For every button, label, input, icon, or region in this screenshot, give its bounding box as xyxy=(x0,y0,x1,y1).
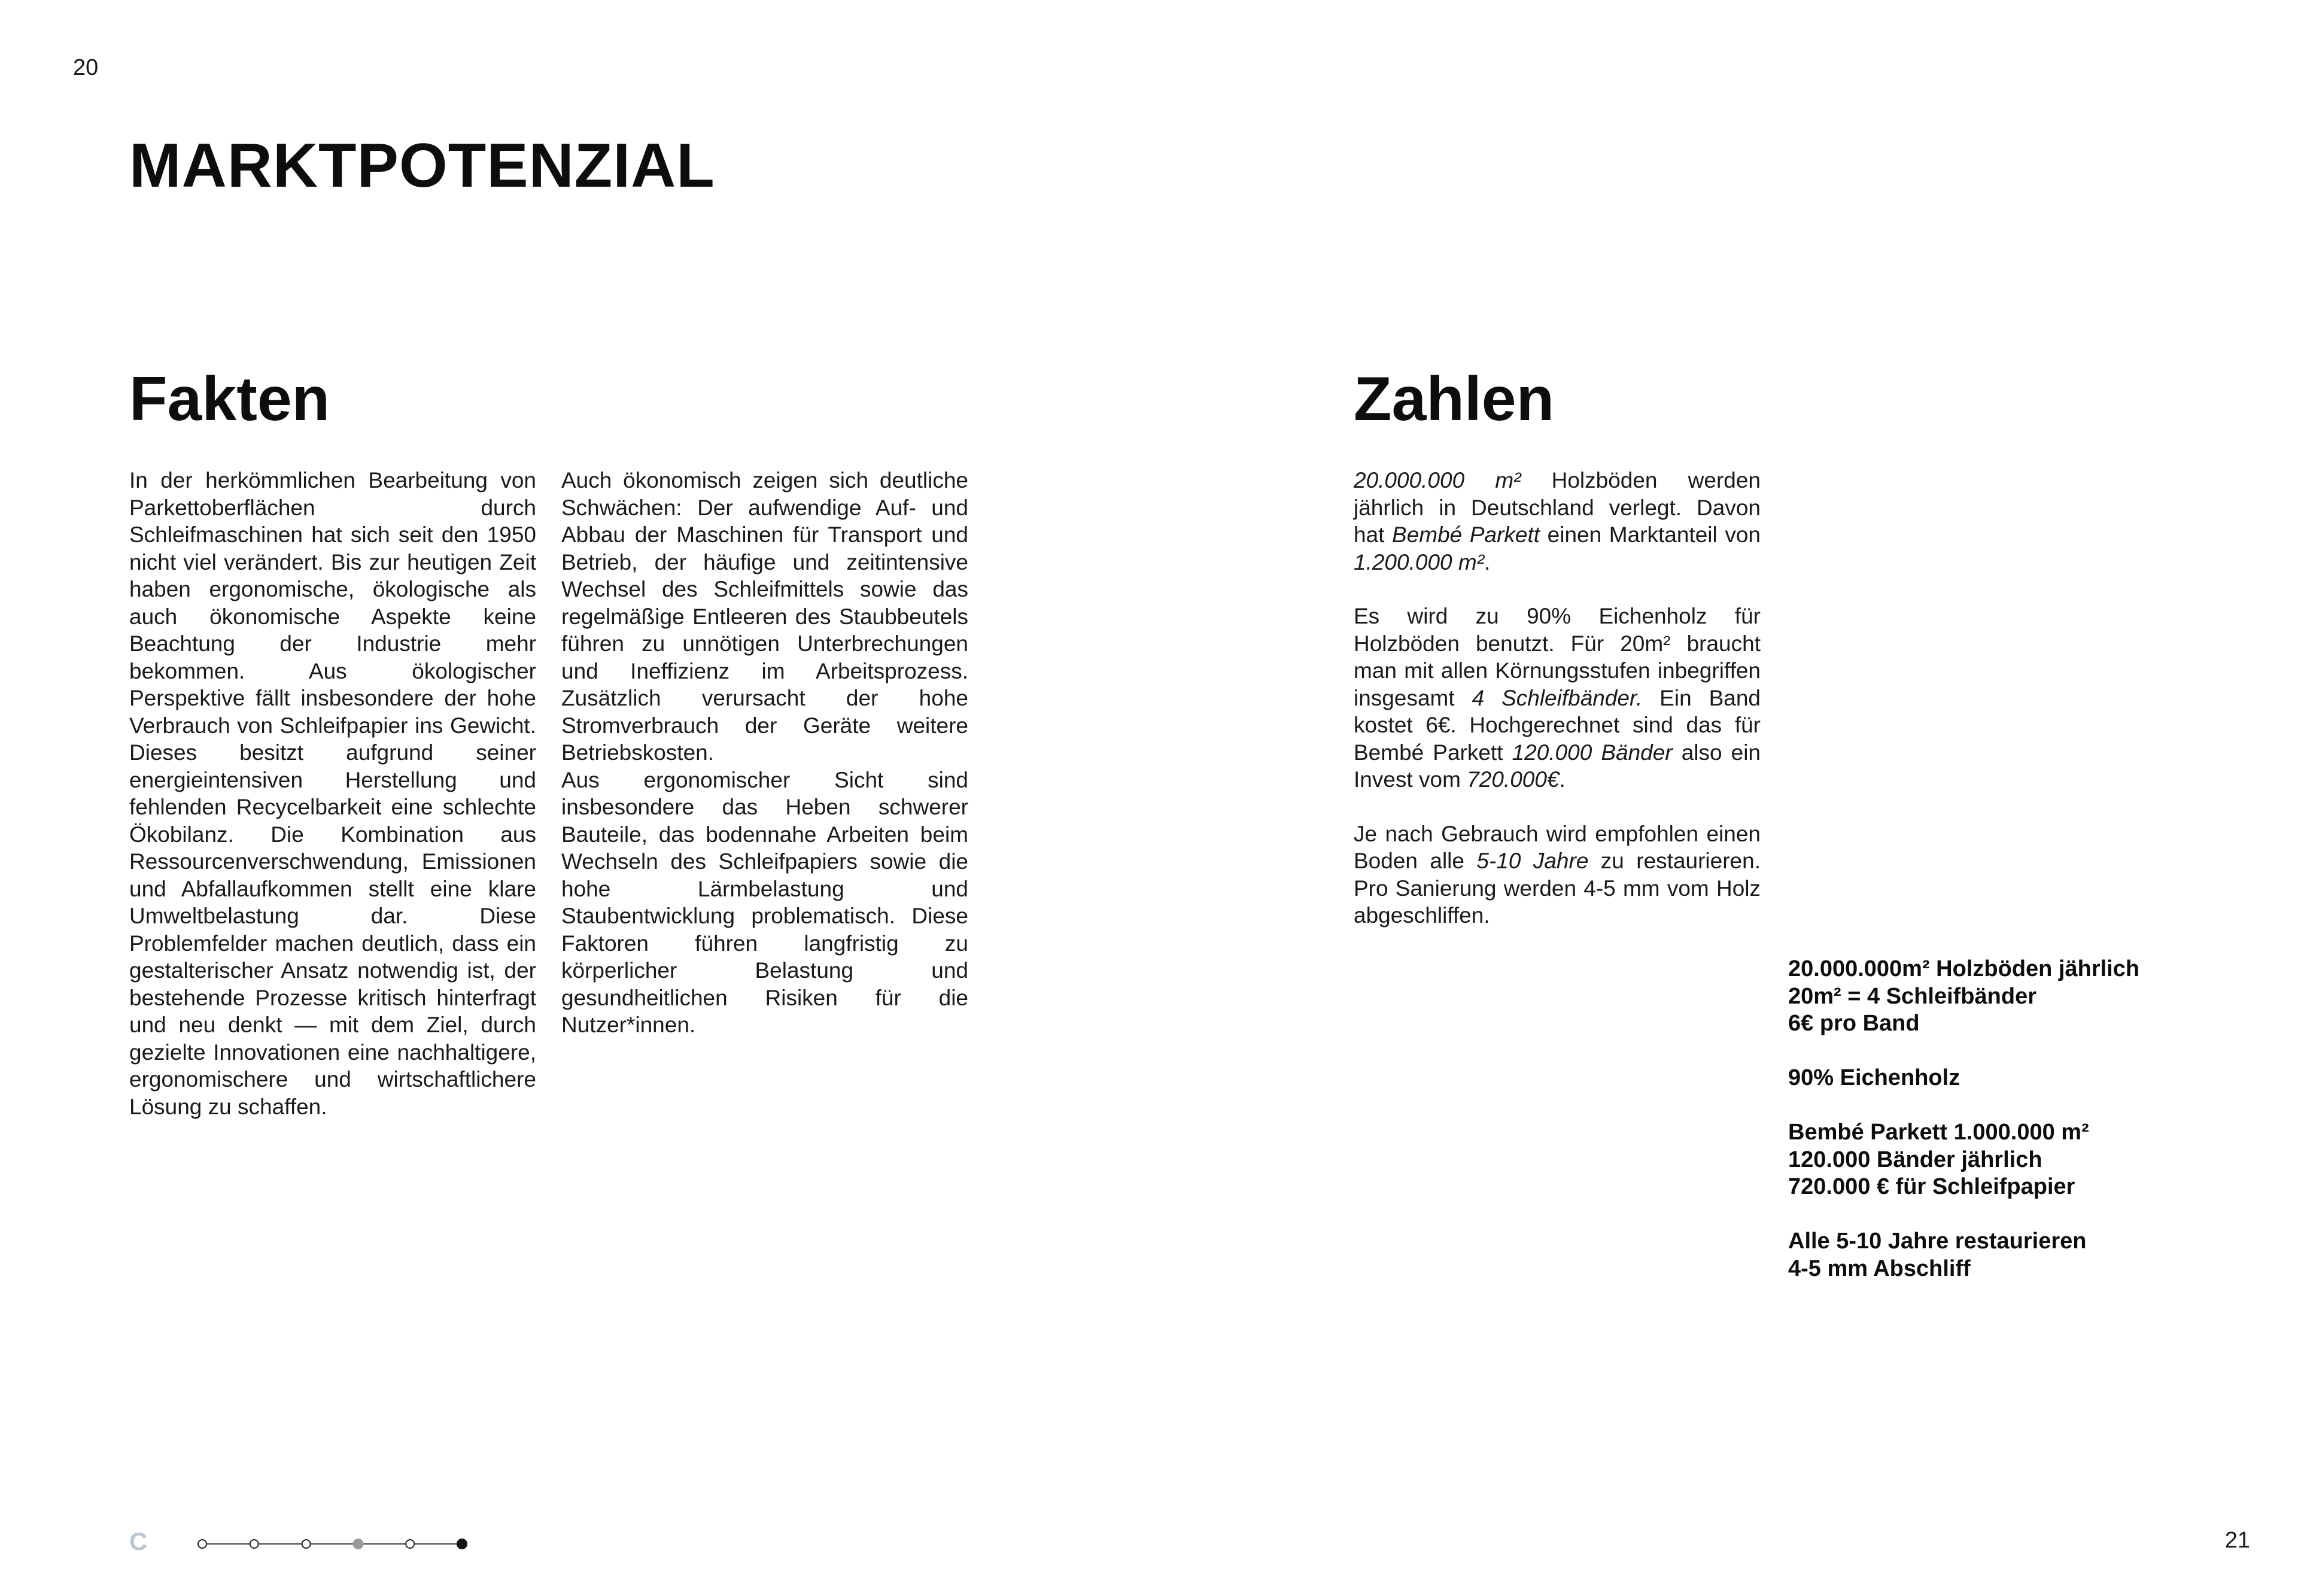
page-title: MARKTPOTENZIAL xyxy=(129,131,715,200)
summary-spacer xyxy=(1788,1092,2285,1120)
zahlen-p2-d: 120.000 Bänder xyxy=(1512,740,1673,765)
zahlen-p1-c: Bembé Parkett xyxy=(1392,522,1540,547)
summary-box xyxy=(1788,956,2285,1282)
progress-dot xyxy=(353,1539,363,1549)
zahlen-p2-e: also ein Invest vom xyxy=(1354,740,1761,792)
zahlen-p2-a: Es wird zu 90% Eichenholz für Holzböden benutzt. Für 20m² braucht man mit allen Körnungsstufen inbegriffen insgesamt xyxy=(1354,604,1761,710)
zahlen-p1-d: einen Marktanteil von xyxy=(1540,522,1761,547)
summary-line: 720.000 € für Schleifpapier xyxy=(1788,1174,2075,1199)
summary-line: Alle 5-10 Jahre restaurieren xyxy=(1788,1229,2087,1254)
zahlen-p2-f: 720.000€ xyxy=(1467,767,1560,792)
fakten-column-2 xyxy=(561,467,968,1039)
fakten-heading: Fakten xyxy=(129,364,330,434)
page-number-left: 20 xyxy=(73,55,99,80)
logo-c-icon: C xyxy=(129,1527,148,1555)
zahlen-p1-f: . xyxy=(1484,549,1491,574)
zahlen-p1-e: 1.200.000 m² xyxy=(1354,549,1485,574)
zahlen-p3-a: Je nach Gebrauch wird empfohlen einen Boden alle xyxy=(1354,821,1761,873)
zahlen-paragraph-1 xyxy=(1354,467,1761,576)
summary-spacer xyxy=(1788,1201,2285,1229)
summary-line: 4-5 mm Abschliff xyxy=(1788,1255,1971,1281)
summary-line: 20m² = 4 Schleifbänder xyxy=(1788,983,2036,1009)
page-number-right: 21 xyxy=(2224,1528,2250,1553)
zahlen-p3-b: 5-10 Jahre xyxy=(1476,849,1589,873)
zahlen-text xyxy=(1354,467,1761,929)
progress-dot xyxy=(302,1540,311,1548)
summary-line: 90% Eichenholz xyxy=(1788,1065,1960,1090)
zahlen-heading: Zahlen xyxy=(1354,364,1555,434)
zahlen-p2-g: . xyxy=(1559,767,1566,792)
summary-spacer xyxy=(1788,1038,2285,1065)
zahlen-p2-c: Ein Band kostet 6€. Hochgerechnet sind das für Bembé Parkett xyxy=(1354,685,1761,765)
summary-line: 20.000.000m² Holzböden jährlich xyxy=(1788,956,2140,981)
fakten-column-1: In der herkömmlichen Bearbeitung von Parkettoberflächen durch Schleifmaschinen hat sich seit den 1950 nicht viel verändert. Bis zur heutigen Zeit haben ergonomische, ökologische als auch ökonomische Aspekte keine Beachtung der Industrie mehr bekommen. Aus ökologischer Perspektive fällt insbesondere der hohe Verbrauch von Schleifpapier ins Gewicht. Dieses besitzt aufgrund seiner energieintensiven Herstellung und fehlenden Recycelbarkeit eine schlechte Ökobilanz. Die Kombination aus Ressourcenverschwendung, Emissionen und Abfallaufkommen stellt eine klare Umweltbelastung dar. Diese Problemfelder machen deutlich, dass ein gestalterischer Ansatz notwendig ist, der bestehende Prozesse kritisch hinterfragt und neu denkt — mit dem Ziel, durch gezielte Innovationen eine nachhaltigere, ergonomischere und wirtschaftlichere Lösung zu schaffen. xyxy=(129,468,536,1119)
fakten-column-2-paragraph-2: Aus ergonomischer Sicht sind insbesondere das Heben schwerer Bauteile, das bodennahe Arbeiten beim Wechseln des Schleifpapiers sowie die hohe Lärmbelastung und Staubentwicklung problematisch. Diese Faktoren führen langfristig zu körperlicher Belastung und gesundheitlichen Risiken für die Nutzer*innen. xyxy=(561,767,968,1037)
zahlen-p2-b: 4 Schleifbänder. xyxy=(1472,685,1643,710)
summary-line: 120.000 Bänder jährlich xyxy=(1788,1147,2042,1172)
zahlen-p1-a: 20.000.000 m² xyxy=(1354,468,1521,493)
progress-dot xyxy=(250,1540,259,1548)
progress-dot xyxy=(406,1540,414,1548)
summary-line: 6€ pro Band xyxy=(1788,1011,1920,1036)
zahlen-p1-b: Holzböden werden jährlich in Deutschland verlegt. Davon hat xyxy=(1354,468,1761,547)
zahlen-p3-c: zu restaurieren. Pro Sanierung werden 4-5 mm vom Holz abgeschliffen. xyxy=(1354,849,1761,928)
fakten-column-2-paragraph-1: Auch ökonomisch zeigen sich deutliche Schwächen: Der aufwendige Auf- und Abbau der Maschinen für Transport und Betrieb, der häufige und zeitintensive Wechsel des Schleifmittels sowie das regelmäßige Entleeren des Staubbeutels führen zu unnötigen Unterbrechungen und Ineffizienz im Arbeitsprozess. Zusätzlich verursacht der hohe Stromverbrauch der Geräte weitere Betriebskosten. xyxy=(561,468,968,765)
summary-line: Bembé Parkett 1.000.000 m² xyxy=(1788,1120,2089,1145)
progress-dot xyxy=(198,1540,206,1548)
zahlen-paragraph-3 xyxy=(1354,820,1761,929)
progress-indicator xyxy=(197,1535,473,1553)
progress-dot xyxy=(457,1539,467,1549)
zahlen-paragraph-2 xyxy=(1354,603,1761,794)
